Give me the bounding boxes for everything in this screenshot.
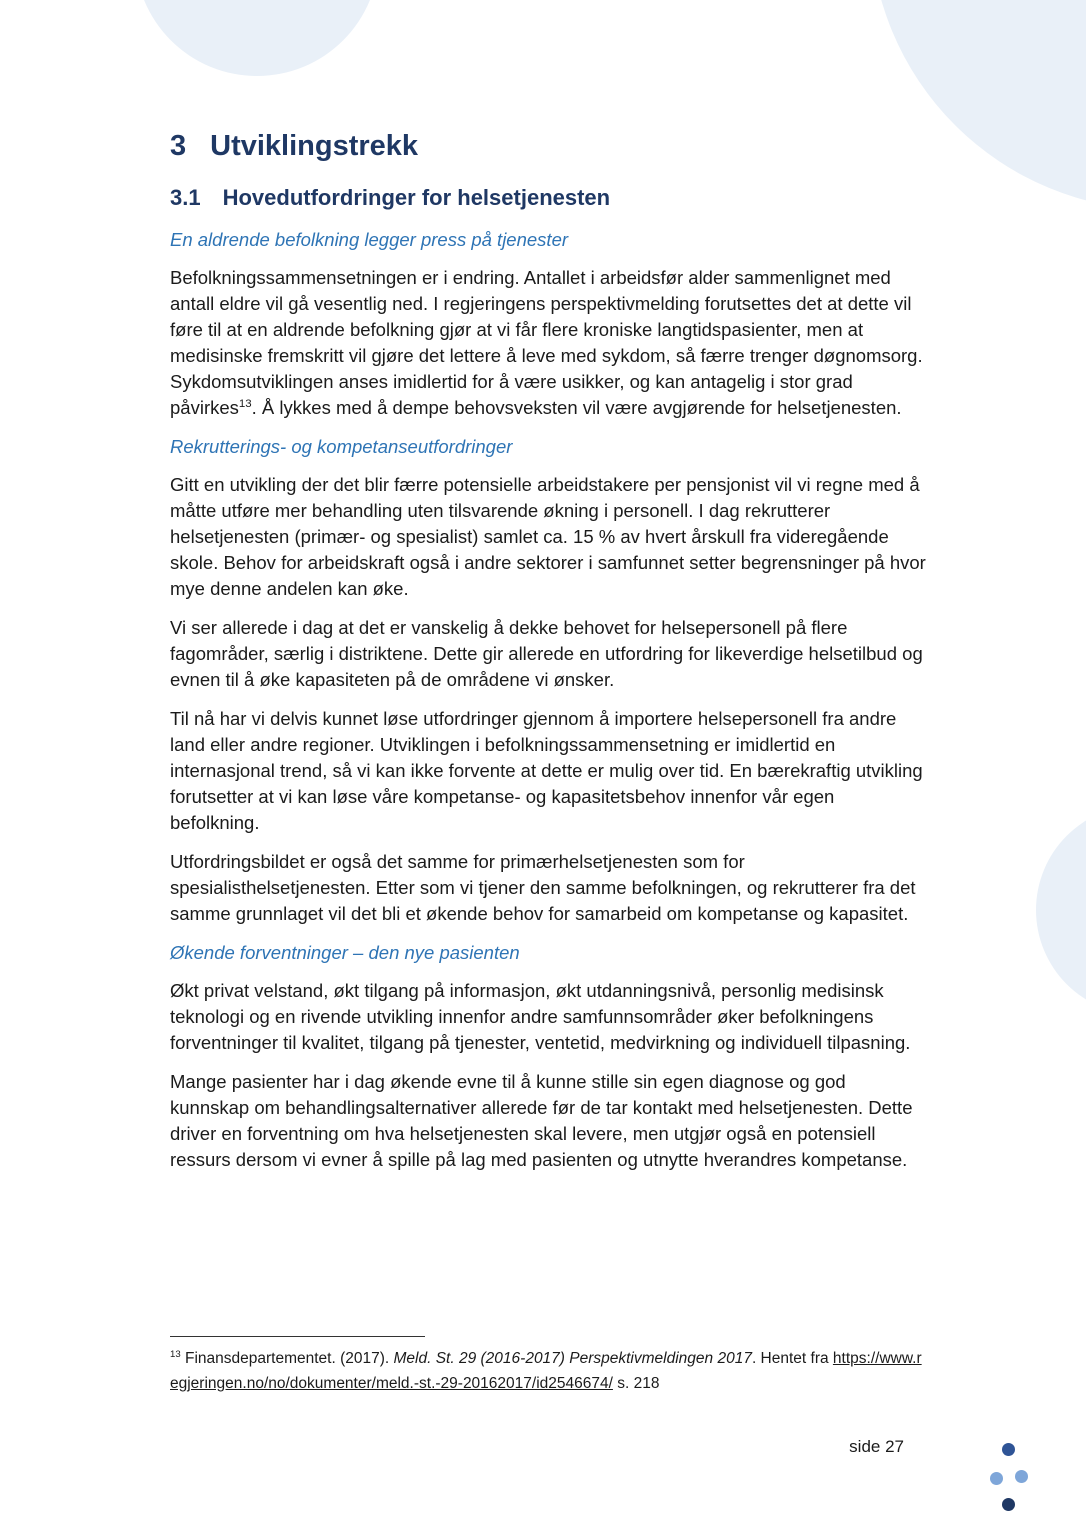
paragraph-recruitment-3: Til nå har vi delvis kunnet løse utfordringer gjennom å importere helsepersonell fra andre land eller andre regioner. Utviklingen i befolkningssammensetning er imidlertid en internasjonal trend, så vi kan ikke forvente at dette er mulig over tid. En bærekraftig utvikling forutsetter at vi kan løse våre kompetanse- og kapasitetsbehov innenfor vår egen befolkning. bbox=[170, 707, 923, 833]
paragraph-recruitment-4: Utfordringsbildet er også det samme for primærhelsetjenesten som for spesialisthelsetjenesten. Etter som vi tjener den samme befolkningen, og rekrutterer fra det samme grunnlaget vil det bli et økende behov for samarbeid om kompetanse og kapasitet. bbox=[170, 850, 916, 924]
page-number: side 27 bbox=[849, 1437, 904, 1456]
logo-dot-top bbox=[1002, 1443, 1015, 1456]
chapter-number: 3 bbox=[170, 130, 187, 162]
footnote-citation: s. 218 bbox=[612, 1375, 660, 1393]
footnote-link[interactable]: https://www.regjeringen.no/no/dokumenter/meld.-st.-29-20162017/id2546674/ bbox=[170, 1350, 922, 1393]
paragraph-recruitment-1: Gitt en utvikling der det blir færre potensielle arbeidstakere per pensjonist vil vi regne med å måtte utføre mer behandling uten tilsvarende økning i personell. I dag rekrutterer helsetjenesten (primær- og spesialist) samlet ca. 15 % av hvert årskull fra videregående skole. Behov for arbeidskraft også i andre sektorer i samfunnet setter begrensninger på hvor mye denne andelen kan øke. bbox=[170, 473, 926, 599]
footnote-citation: Finansdepartementet. (2017). bbox=[184, 1350, 394, 1367]
paragraph-expectations-1: Økt privat velstand, økt tilgang på informasjon, økt utdanningsnivå, personlig medisinsk teknologi og en rivende utvikling innenfor andre samfunnsområder øker befolkningens forventninger til kvalitet, tilgang på tjenester, ventetid, medvirkning og individuell tilpasning. bbox=[170, 979, 911, 1053]
subsection-title-recruitment: Rekrutterings- og kompetanseutfordringer bbox=[170, 435, 513, 457]
subsection-title-aging-population: En aldrende befolkning legger press på tjenester bbox=[170, 228, 569, 250]
section-title: Hovedutfordringer for helsetjenesten bbox=[222, 185, 611, 211]
footnote bbox=[170, 1336, 928, 1396]
decorative-circle-top-left bbox=[135, 0, 379, 76]
section-number: 3.1 bbox=[170, 185, 201, 211]
chapter-heading bbox=[170, 130, 928, 163]
chapter-title: Utviklingstrekk bbox=[210, 130, 419, 162]
footnote-text bbox=[170, 1346, 928, 1396]
section-heading bbox=[170, 185, 928, 211]
logo-dots bbox=[990, 1443, 1036, 1515]
paragraph-recruitment-2: Vi ser allerede i dag at det er vanskelig å dekke behovet for helsepersonell på flere fagområder, særlig i distriktene. Dette gir allerede en utfordring for likeverdige helsetilbud og evnen til å øke kapasiteten på de områdene vi ønsker. bbox=[170, 616, 923, 690]
document-content bbox=[170, 130, 928, 1186]
subsection-title-expectations: Økende forventninger – den nye pasienten bbox=[170, 941, 520, 963]
footnote-separator bbox=[170, 1336, 425, 1337]
paragraph-text: Befolkningssammensetningen er i endring. Antallet i arbeidsfør alder sammenlignet med antall eldre vil gå vesentlig ned. I regjeringens perspektivmelding forutsettes det at dette vil føre til at en aldrende befolkning gjør at vi får flere kroniske langtidspasienter, men at medisinske fremskritt vil gjøre det lettere å leve med sykdom, så færre trenger døgnomsorg. Sykdomsutviklingen anses imidlertid for å være usikker, og kan antagelig i stor grad påvirkes bbox=[170, 266, 923, 418]
logo-dot-right bbox=[1015, 1470, 1028, 1483]
paragraph-text: . Å lykkes med å dempe behovsveksten vil være avgjørende for helsetjenesten. bbox=[251, 396, 902, 418]
footnote-marker: 13 bbox=[170, 1348, 181, 1360]
decorative-circle-middle-right bbox=[1036, 805, 1086, 1015]
footnote-citation: . Hentet fra bbox=[751, 1350, 833, 1367]
logo-dot-bottom bbox=[1002, 1498, 1015, 1511]
footnote-citation-title: Meld. St. 29 (2016-2017) Perspektivmeldingen 2017 bbox=[393, 1350, 752, 1367]
footnote-reference-13: 13 bbox=[238, 397, 252, 410]
paragraph-aging-population bbox=[170, 265, 928, 421]
logo-dot-left bbox=[990, 1472, 1003, 1485]
paragraph-expectations-2: Mange pasienter har i dag økende evne til å kunne stille sin egen diagnose og god kunnskap om behandlingsalternativer allerede før de tar kontakt med helsetjenesten. Dette driver en forventning om hva helsetjenesten skal levere, men utgjør også en potensiell ressurs dersom vi evner å spille på lag med pasienten og utnytte hverandres kompetanse. bbox=[170, 1070, 913, 1170]
